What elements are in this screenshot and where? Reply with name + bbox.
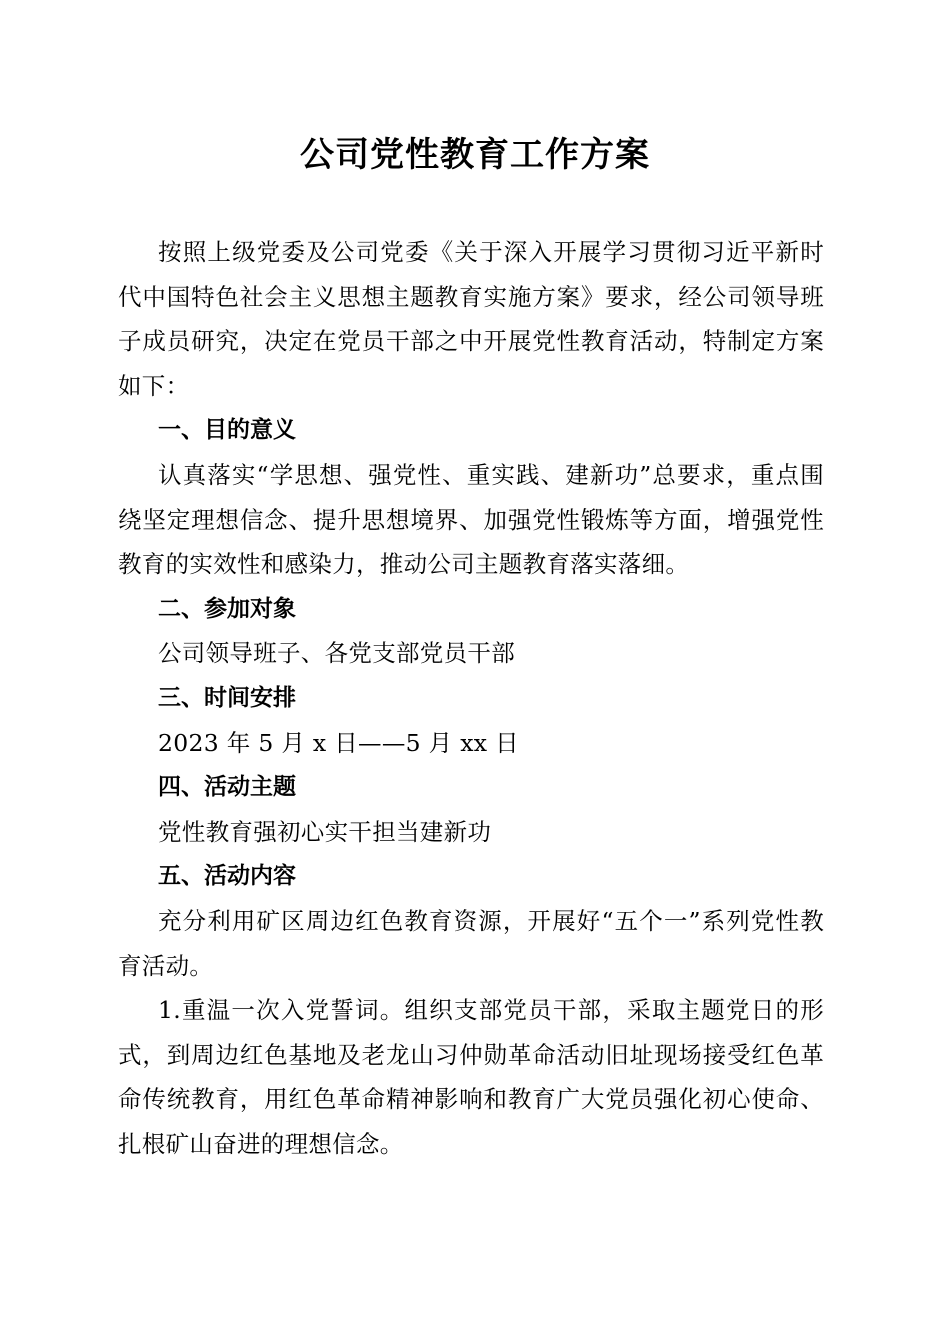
section-paragraph-content-intro: 充分利用矿区周边红色教育资源，开展好“五个一”系列党性教育活动。 [118, 906, 824, 980]
section-heading-theme: 四、活动主题 [158, 774, 296, 801]
section-paragraph-purpose: 认真落实“学思想、强党性、重实践、建新功”总要求，重点围绕坚定理想信念、提升思想境界、加强党性锻炼等方面，增强党性教育的实效性和感染力，推动公司主题教育落实落细。 [118, 460, 824, 579]
document-title: 公司党性教育工作方案 [300, 135, 650, 175]
section-heading-content: 五、活动内容 [158, 863, 296, 890]
section-paragraph-content-item-1: 1.重温一次入党誓词。组织支部党员干部，采取主题党日的形式，到周边红色基地及老龙山习仲勋革命活动旧址现场接受红色革命传统教育，用红色革命精神影响和教育广大党员强化初心使命、扎根矿山奋进的理想信念。 [118, 996, 824, 1158]
section-paragraph-theme: 党性教育强初心实干担当建新功 [158, 817, 492, 846]
document-body [118, 230, 824, 1166]
section-heading-schedule: 三、时间安排 [158, 684, 296, 711]
section-heading-participants: 二、参加对象 [158, 595, 296, 622]
intro-paragraph: 按照上级党委及公司党委《关于深入开展学习贯彻习近平新时代中国特色社会主义思想主题教育实施方案》要求，经公司领导班子成员研究，决定在党员干部之中开展党性教育活动，特制定方案如下： [118, 238, 824, 400]
section-heading-purpose: 一、目的意义 [158, 417, 296, 444]
section-paragraph-schedule: 2023 年 5 月 x 日——5 月 xx 日 [158, 728, 519, 757]
section-paragraph-participants: 公司领导班子、各党支部党员干部 [158, 639, 515, 668]
